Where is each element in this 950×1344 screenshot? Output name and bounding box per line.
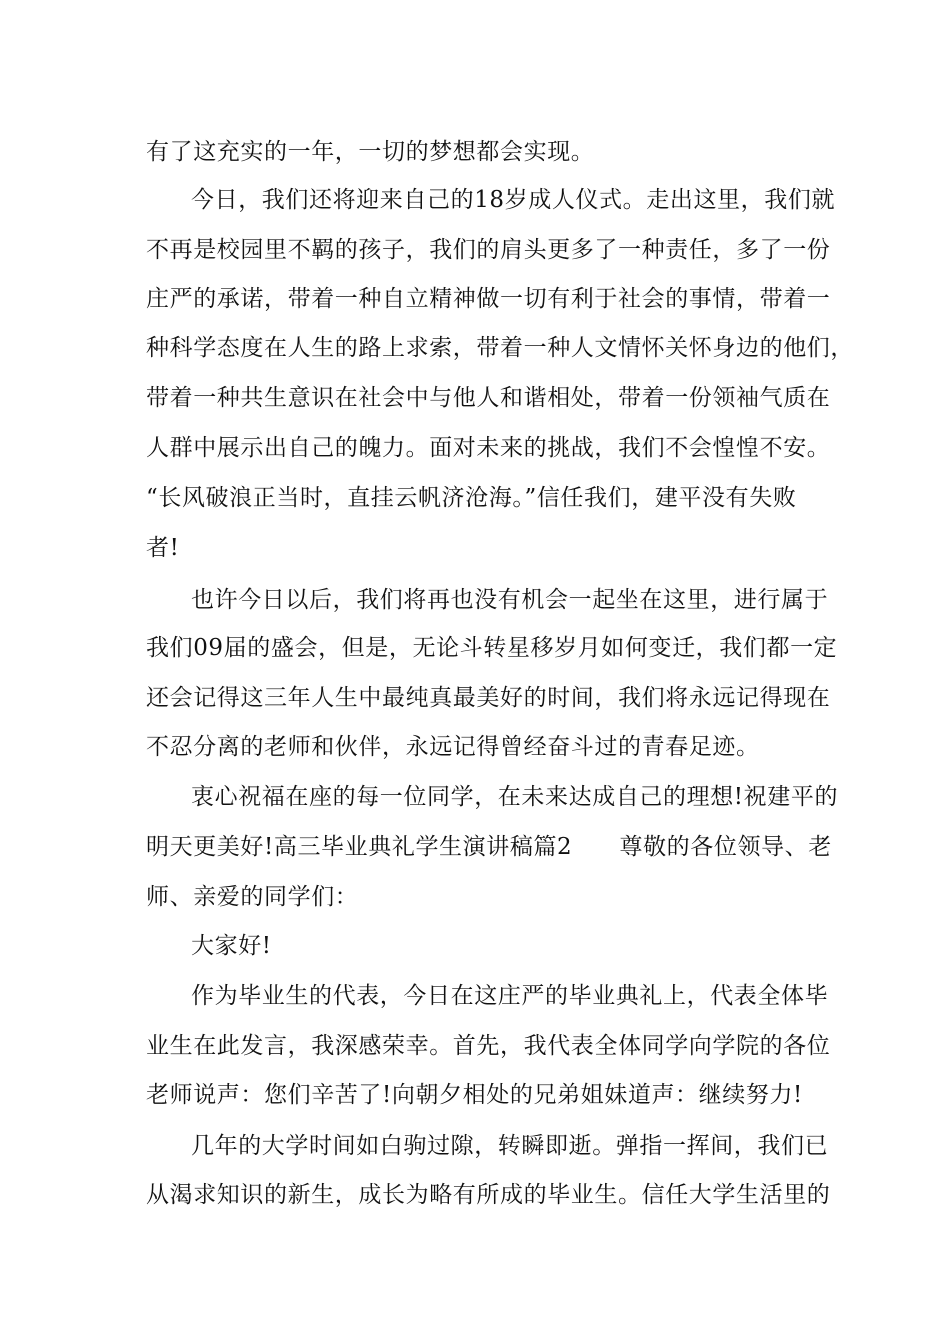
text-line: 还会记得这三年人生中最纯真最美好的时间，我们将永远记得现在 xyxy=(146,685,831,711)
text-line: “长风破浪正当时，直挂云帆济沧海。”信任我们，建平没有失败 xyxy=(146,485,797,511)
text-line: 我们09届的盛会，但是，无论斗转星移岁月如何变迁，我们都一定 xyxy=(146,635,838,661)
text-line: 衷心祝福在座的每一位同学，在未来达成自己的理想!祝建平的 xyxy=(191,784,839,810)
text-line: 几年的大学时间如白驹过隙，转瞬即逝。弹指一挥间，我们已 xyxy=(191,1133,829,1159)
text-line: 作为毕业生的代表，今日在这庄严的毕业典礼上，代表全体毕 xyxy=(191,983,829,1009)
text-line: 师、亲爱的同学们： xyxy=(146,884,359,910)
text-line: 人群中展示出自己的魄力。面对未来的挑战，我们不会惶惶不安。 xyxy=(146,435,831,461)
text-line: 大家好! xyxy=(191,933,272,959)
text-line: 有了这充实的一年，一切的梦想都会实现。 xyxy=(146,139,595,165)
text-line: 者! xyxy=(146,535,180,561)
text-line: 带着一种共生意识在社会中与他人和谐相处，带着一份领袖气质在 xyxy=(146,385,831,411)
text-line: 也许今日以后，我们将再也没有机会一起坐在这里，进行属于 xyxy=(191,587,829,613)
text-line: 种科学态度在人生的路上求索，带着一种人文情怀关怀身边的他们， xyxy=(146,335,854,361)
text-line: 今日，我们还将迎来自己的18岁成人仪式。走出这里，我们就 xyxy=(191,187,836,213)
text-line: 不再是校园里不羁的孩子，我们的肩头更多了一种责任，多了一份 xyxy=(146,237,831,263)
text-line: 庄严的承诺，带着一种自立精神做一切有利于社会的事情，带着一 xyxy=(146,286,831,312)
text-line: 老师说声：您们辛苦了!向朝夕相处的兄弟姐妹道声：继续努力! xyxy=(146,1082,803,1108)
text-line: 不忍分离的老师和伙伴，永远记得曾经奋斗过的青春足迹。 xyxy=(146,734,760,760)
text-line: 明天更美好!高三毕业典礼学生演讲稿篇2 尊敬的各位领导、老 xyxy=(146,834,832,860)
text-line: 从渴求知识的新生，成长为略有所成的毕业生。信任大学生活里的 xyxy=(146,1182,831,1208)
text-line: 业生在此发言，我深感荣幸。首先，我代表全体同学向学院的各位 xyxy=(146,1033,831,1059)
